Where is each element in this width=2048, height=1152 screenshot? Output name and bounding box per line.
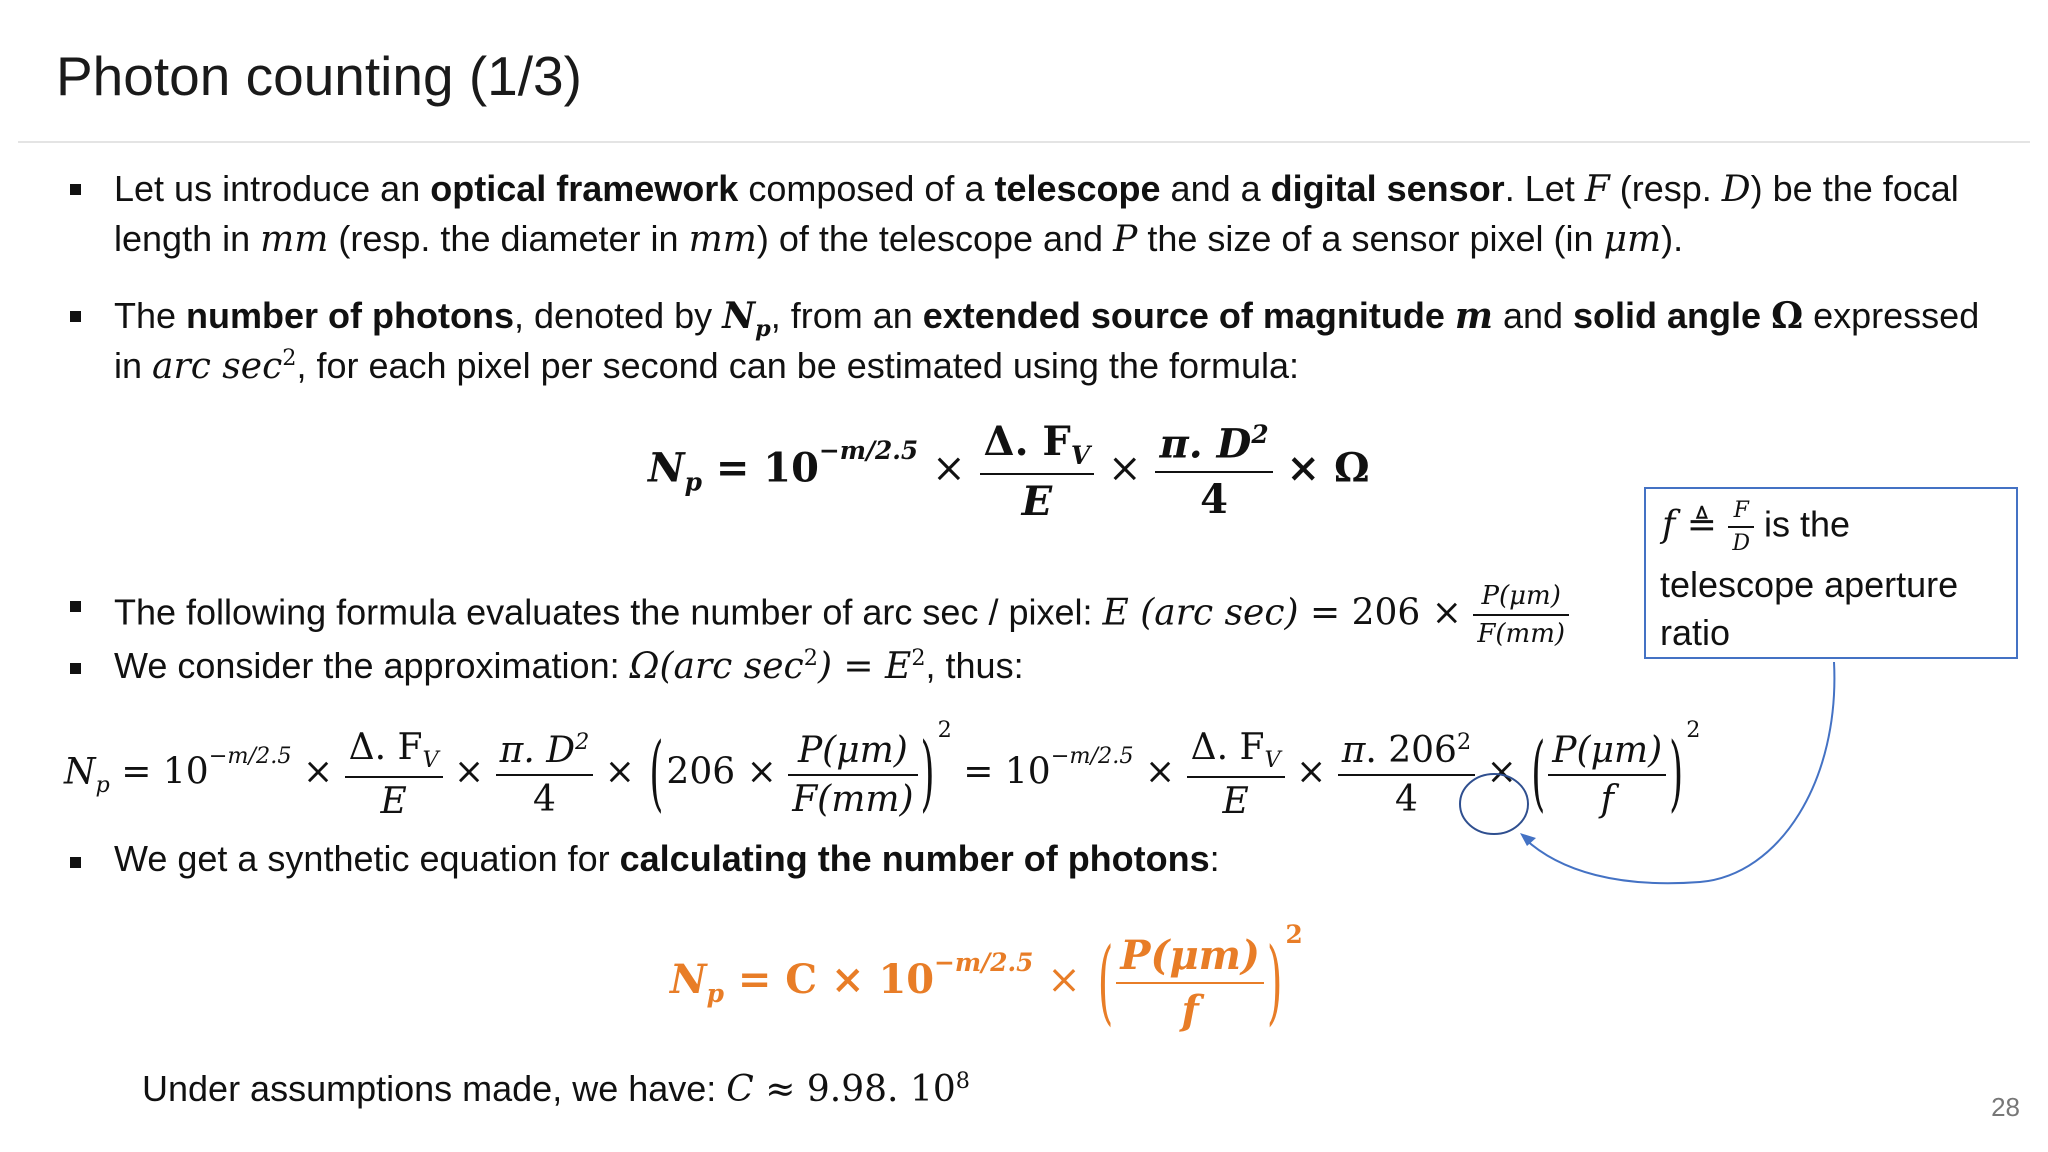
note-line-3: ratio xyxy=(1660,612,1731,653)
formula-synthetic: $N_p = C \times 10^{-m/2.5}$ × ( $\frac{P(\mu m)}{f}$ ) $^2$ xyxy=(670,919,1303,1036)
bullet-3: The following formula evaluates the number of arc sec / pixel: E (arc sec) = 206 × $\frac{P(\mu m)}{F(mm)}$ xyxy=(114,581,1569,649)
fraction-constant-area: $\frac{\pi. 206^2}{4}$ xyxy=(1338,729,1475,820)
right-paren: ) xyxy=(1669,727,1684,822)
fraction-pixel-scale: $\frac{P(\mu m)}{F(mm)}$ xyxy=(788,730,917,820)
bullet-2-line-1: The number of photons, denoted by $N_p$, from an extended source of magnitude m and solid angle Ω expressed xyxy=(114,295,1980,343)
assumption-line: Under assumptions made, we have: C ≈ 9.98. $10^8$ xyxy=(142,1068,970,1110)
fraction-flux: $\frac{\Delta. F_V}{E}$ xyxy=(345,727,443,822)
arrow-head xyxy=(1520,833,1536,846)
fraction-flux: $\frac{\Delta. F_V}{E}$ xyxy=(980,418,1095,525)
left-paren: ( xyxy=(649,727,664,822)
fraction-pixel-scale: $\frac{P(\mu m)}{F(mm)}$ xyxy=(1473,581,1569,649)
left-paren: ( xyxy=(1097,930,1114,1036)
formula-expanded: $N_p = 10^{-m/2.5}$ × $\frac{\Delta. F_V}{E}$ × $\frac{\pi. D^2}{4}$ × (206 × $\frac{P(\mu m)}{F(mm)}$ ) $^2 = 10^{-m/2.5}$ × $\frac{\Delta. F_V}{E}$ × $\frac{\pi. 206^2}{4}$ × ( $\frac{P(\mu m)}{f}$ ) $^2$ xyxy=(64,716,1701,823)
fraction-area: $\frac{\pi. D^2}{4}$ xyxy=(1155,420,1272,522)
fraction-focal-ratio: $\frac{F}{D}$ xyxy=(1728,498,1754,556)
fraction-flux: $\frac{\Delta. F_V}{E}$ xyxy=(1187,727,1285,822)
fraction-pixel-ratio: $\frac{P(\mu m)}{f}$ xyxy=(1548,730,1666,820)
right-paren: ) xyxy=(920,727,935,822)
right-paren: ) xyxy=(1266,930,1283,1036)
left-paren: ( xyxy=(1531,727,1546,822)
page-number: 28 xyxy=(1991,1092,2020,1122)
arrow-curve xyxy=(1524,662,1834,883)
slide-title: Photon counting (1/3) xyxy=(56,45,582,107)
bullet-4: We consider the approximation: Ω(arc $\sec^2) = E^2$, thus: xyxy=(114,645,1024,687)
formula-photon-count: $N_p = 10^{-m/2.5}$ × $\frac{\Delta. F_V}{E}$ × $\frac{\pi. D^2}{4}$ × Ω xyxy=(648,418,1370,525)
bullet-1-line-2: length in mm (resp. the diameter in mm) of the telescope and P the size of a sensor pixel (in μm). xyxy=(114,218,1684,260)
bullet-5: We get a synthetic equation for calculating the number of photons: xyxy=(114,838,1220,879)
fraction-pixel-ratio: $\frac{P(\mu m)}{f}$ xyxy=(1116,932,1264,1034)
fraction-area: $\frac{\pi. D^2}{4}$ xyxy=(496,729,594,820)
highlight-circle xyxy=(1460,774,1528,834)
note-definition: f ≜ $\frac{F}{D}$ is the xyxy=(1662,498,1851,556)
bullet-2-line-2: in arc $\sec^2$, for each pixel per second can be estimated using the formula: xyxy=(114,345,1300,387)
note-line-2: telescope aperture xyxy=(1660,564,1959,605)
bullet-1-line-1: Let us introduce an optical framework composed of a telescope and a digital sensor. Let F (resp. D) be the focal xyxy=(114,168,1959,210)
